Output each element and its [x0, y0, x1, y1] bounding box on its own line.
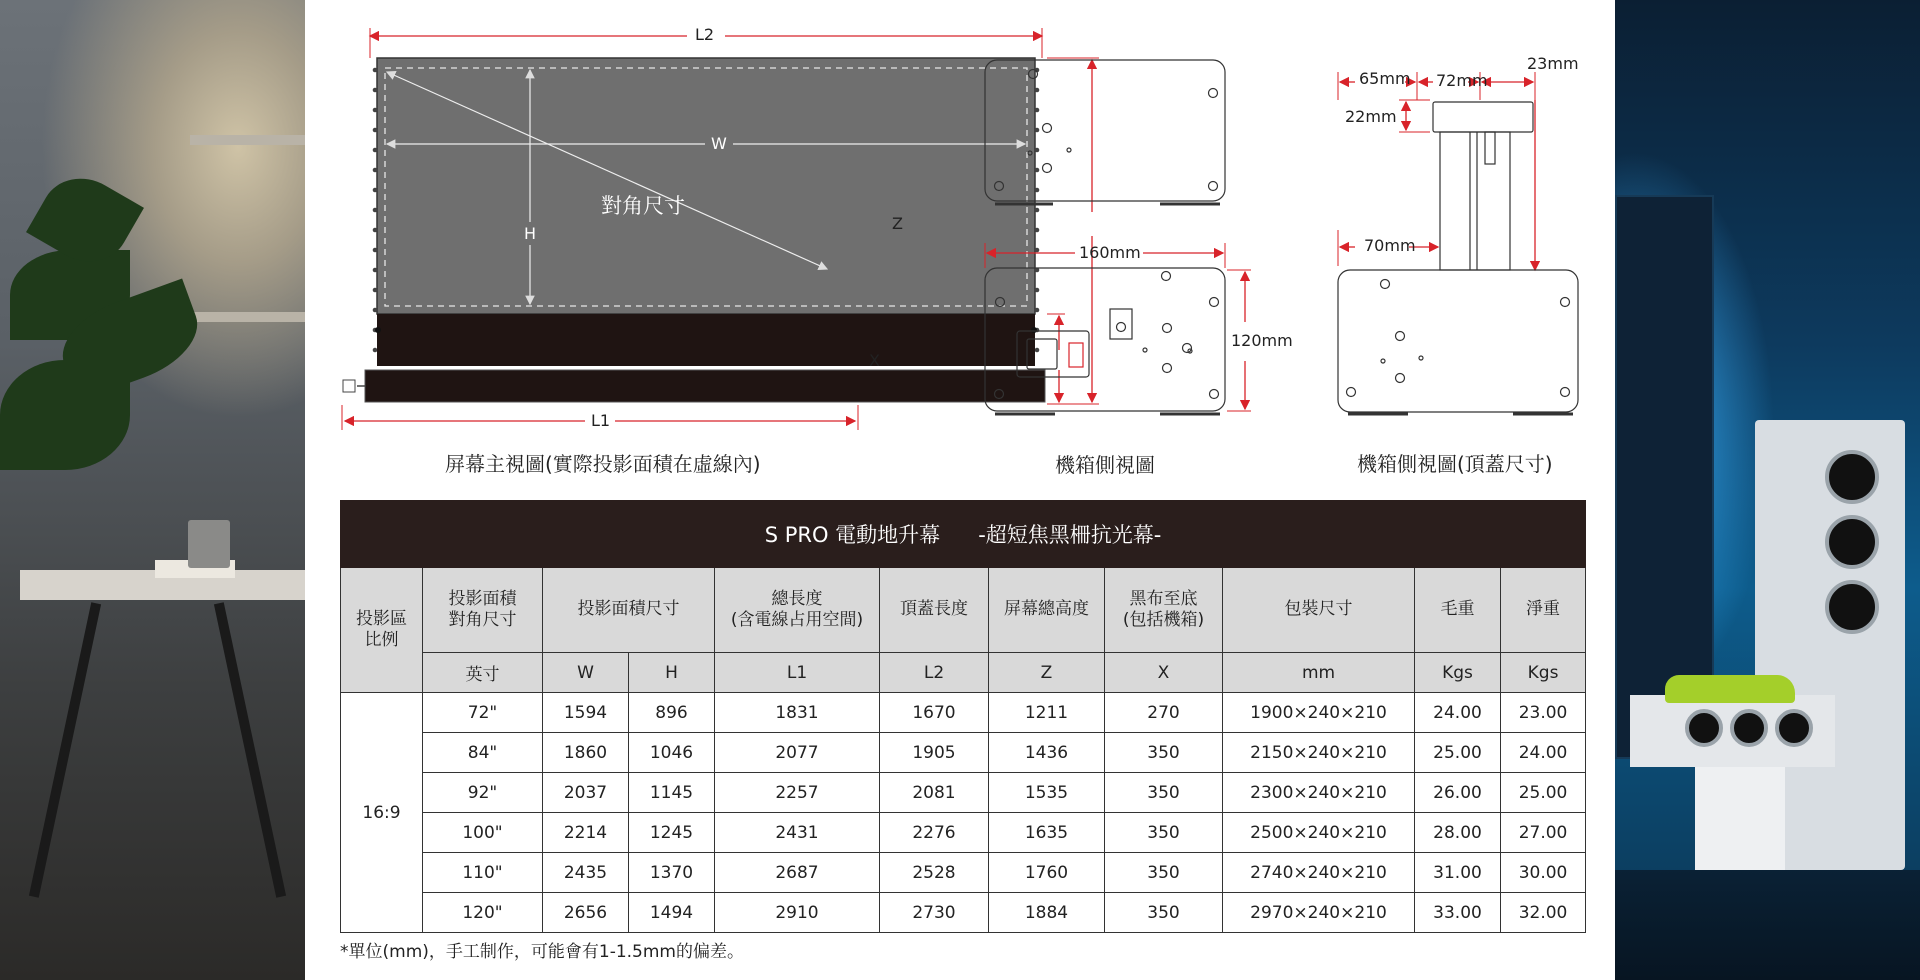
table-cell: 270 [1105, 693, 1223, 733]
speaker-driver [1685, 709, 1723, 747]
unit-cell: 英寸 [423, 653, 543, 693]
unit-cell: Kgs [1501, 653, 1586, 693]
projection-area [377, 58, 1035, 314]
table-cell: 1670 [880, 693, 989, 733]
table-cell: 1860 [543, 733, 629, 773]
speaker-driver [1825, 580, 1879, 634]
table-cell: 2300×240×210 [1223, 773, 1415, 813]
table-cell: 2910 [715, 893, 880, 933]
center-speaker [1630, 695, 1835, 767]
units-row [341, 653, 1586, 693]
unit-cell: L2 [880, 653, 989, 693]
table-row [341, 693, 1586, 733]
table-cell: 2970×240×210 [1223, 893, 1415, 933]
speaker-driver [1825, 515, 1879, 569]
table-title [341, 501, 1586, 568]
table-cell: 26.00 [1415, 773, 1501, 813]
table-cell: 2528 [880, 853, 989, 893]
table-row [341, 813, 1586, 853]
table-cell: 2730 [880, 893, 989, 933]
table-cell: 2740×240×210 [1223, 853, 1415, 893]
table-row [341, 893, 1586, 933]
table-cell: 350 [1105, 733, 1223, 773]
header-diagonal: 投影面積 對角尺寸 [423, 568, 543, 653]
table-cell: 100" [423, 813, 543, 853]
header-ratio: 投影區 比例 [341, 568, 423, 693]
table-cell: 350 [1105, 813, 1223, 853]
spec-body [341, 693, 1586, 933]
table-cell: 23.00 [1501, 693, 1586, 733]
table-cell: 2214 [543, 813, 629, 853]
table-cell: 1884 [989, 893, 1105, 933]
dim-label-l2: L2 [695, 25, 715, 44]
caption-box-top: 機箱側視圖(頂蓋尺寸) [1357, 452, 1553, 476]
dim-label-l1: L1 [591, 411, 611, 430]
ratio-cell: 16:9 [341, 693, 423, 933]
table-row [341, 853, 1586, 893]
table-cell: 2257 [715, 773, 880, 813]
dim-label-120mm: 120mm [1231, 331, 1293, 350]
dim-label-h: H [524, 224, 537, 243]
table-cell: 896 [629, 693, 715, 733]
header-gross-weight: 毛重 [1415, 568, 1501, 653]
table-cell: 92" [423, 773, 543, 813]
table-cell: 2500×240×210 [1223, 813, 1415, 853]
dim-label-22mm: 22mm [1345, 107, 1397, 126]
pen-cup [188, 520, 230, 568]
table-cell: 350 [1105, 893, 1223, 933]
unit-cell: H [629, 653, 715, 693]
table-cell: 1905 [880, 733, 989, 773]
table-cell: 2037 [543, 773, 629, 813]
unit-cell: W [543, 653, 629, 693]
unit-cell: Kgs [1415, 653, 1501, 693]
table-cell: 1370 [629, 853, 715, 893]
table-cell: 25.00 [1501, 773, 1586, 813]
table-cell: 2081 [880, 773, 989, 813]
header-screen-height: 屏幕總高度 [989, 568, 1105, 653]
technical-drawing [305, 0, 1615, 480]
footnote: *單位(mm)，手工制作，可能會有1-1.5mm的偏差。 [340, 942, 744, 962]
caption-screen-front: 屏幕主視圖(實際投影面積在虛線內) [445, 452, 761, 476]
table-title-sub: -超短焦黑柵抗光幕- [978, 523, 1162, 547]
table-cell: 1900×240×210 [1223, 693, 1415, 733]
table-cell: 27.00 [1501, 813, 1586, 853]
table-cell: 30.00 [1501, 853, 1586, 893]
plant-leaf [0, 360, 130, 470]
unit-cell: X [1105, 653, 1223, 693]
table-cell: 28.00 [1415, 813, 1501, 853]
table-cell: 25.00 [1415, 733, 1501, 773]
desk-leg [214, 602, 286, 898]
table-cell: 32.00 [1501, 893, 1586, 933]
table-cell: 1760 [989, 853, 1105, 893]
header-black-border: 黑布至底 (包括機箱) [1105, 568, 1223, 653]
table-cell: 1245 [629, 813, 715, 853]
table-cell: 31.00 [1415, 853, 1501, 893]
table-cell: 2687 [715, 853, 880, 893]
header-total-length: 總長度 (含電線占用空間) [715, 568, 880, 653]
table-row [341, 733, 1586, 773]
floor [1615, 870, 1920, 980]
table-cell: 2077 [715, 733, 880, 773]
unit-cell: mm [1223, 653, 1415, 693]
table-cell: 84" [423, 733, 543, 773]
unit-cell: Z [989, 653, 1105, 693]
table-cell: 24.00 [1415, 693, 1501, 733]
speaker-driver [1730, 709, 1768, 747]
speaker-stand [1695, 767, 1785, 887]
wall-shelf [190, 135, 305, 145]
table-cell: 2150×240×210 [1223, 733, 1415, 773]
table-cell: 2276 [880, 813, 989, 853]
dim-label-x: X [869, 351, 880, 370]
table-cell: 72" [423, 693, 543, 733]
table-row [341, 773, 1586, 813]
header-top-length: 頂蓋長度 [880, 568, 989, 653]
dim-label-23mm: 23mm [1527, 54, 1579, 73]
table-cell: 2431 [715, 813, 880, 853]
table-cell: 33.00 [1415, 893, 1501, 933]
dimension-diagrams [305, 0, 1615, 480]
table-cell: 2656 [543, 893, 629, 933]
spec-table [340, 500, 1586, 933]
dim-label-65mm: 65mm [1359, 69, 1411, 88]
table-cell: 1635 [989, 813, 1105, 853]
table-cell: 2435 [543, 853, 629, 893]
dim-label-70mm: 70mm [1364, 236, 1416, 255]
caption-box-side: 機箱側視圖 [1055, 453, 1155, 477]
table-cell: 1594 [543, 693, 629, 733]
dim-label-diagonal: 對角尺寸 [601, 194, 685, 218]
table-cell: 1831 [715, 693, 880, 733]
table-cell: 350 [1105, 773, 1223, 813]
header-net-weight: 淨重 [1501, 568, 1586, 653]
speaker-driver [1825, 450, 1879, 504]
table-cell: 1145 [629, 773, 715, 813]
toy-car [1665, 675, 1795, 703]
table-cell: 1211 [989, 693, 1105, 733]
table-cell: 120" [423, 893, 543, 933]
header-package: 包裝尺寸 [1223, 568, 1415, 653]
wall-shelf [190, 312, 305, 322]
table-title-main: S PRO 電動地升幕 [764, 523, 941, 547]
dim-label-72mm: 72mm [1436, 71, 1488, 90]
desk-leg [29, 602, 101, 898]
dim-label-z: Z [892, 214, 903, 233]
speaker-driver [1775, 709, 1813, 747]
unit-cell: L1 [715, 653, 880, 693]
table-cell: 1535 [989, 773, 1105, 813]
spec-sheet [305, 0, 1615, 980]
table-cell: 1494 [629, 893, 715, 933]
table-cell: 1046 [629, 733, 715, 773]
table-cell: 350 [1105, 853, 1223, 893]
table-cell: 24.00 [1501, 733, 1586, 773]
dim-label-160mm: 160mm [1079, 243, 1141, 262]
background-right-room [1615, 0, 1920, 980]
header-area: 投影面積尺寸 [543, 568, 715, 653]
background-left-room [0, 0, 305, 980]
dim-label-w: W [711, 134, 727, 153]
table-cell: 110" [423, 853, 543, 893]
table-cell: 1436 [989, 733, 1105, 773]
